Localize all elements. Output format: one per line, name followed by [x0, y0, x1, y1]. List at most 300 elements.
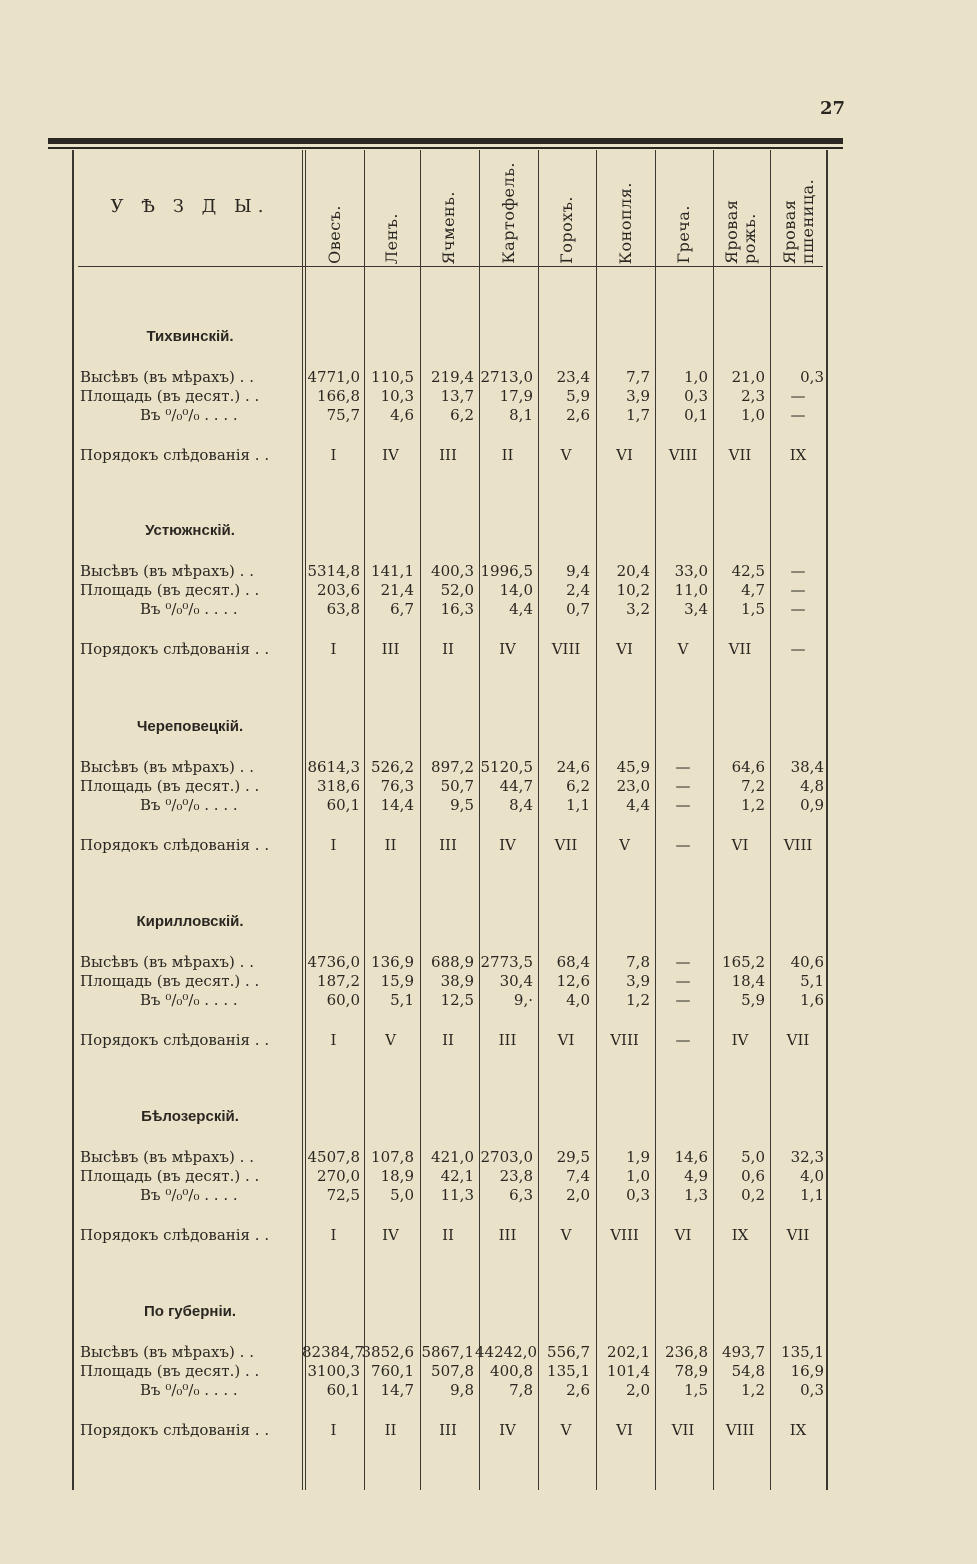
table-cell: 1,2	[741, 796, 765, 814]
table-cell: II	[442, 1226, 454, 1244]
table-cell: —	[790, 640, 806, 658]
table-cell: 3852,6	[361, 1343, 414, 1361]
table-cell: 1,1	[566, 796, 590, 814]
table-cell: 17,9	[499, 387, 533, 405]
table-cell: VIII	[610, 1226, 639, 1244]
table-cell: 135,1	[781, 1343, 824, 1361]
table-cell: IV	[731, 1031, 749, 1049]
row-label: Порядокъ слѣдованія . .	[80, 1031, 270, 1049]
table-cell: 63,8	[326, 600, 360, 618]
table-cell: —	[790, 387, 806, 405]
row-label: Площадь (въ десят.) . .	[80, 1167, 260, 1185]
table-cell: IV	[499, 1421, 516, 1439]
table-cell: 5,1	[390, 991, 414, 1009]
table-cell: 421,0	[431, 1148, 474, 1166]
table-cell: 203,6	[317, 581, 360, 599]
column-header	[421, 152, 477, 264]
table-cell: 12,5	[440, 991, 474, 1009]
table-row	[0, 953, 977, 971]
table-header-uezdy: У Ѣ З Д Ы.	[110, 196, 270, 217]
table-cell: 1996,5	[480, 562, 533, 580]
table-cell: 8,1	[509, 406, 533, 424]
row-label: Въ ⁰/₀⁰/₀ . . . .	[140, 796, 238, 814]
column-rule	[72, 150, 74, 1490]
table-cell: 897,2	[431, 758, 474, 776]
column-rule	[364, 150, 365, 1490]
table-cell: 42,1	[440, 1167, 474, 1185]
table-cell: 1,7	[626, 406, 650, 424]
table-cell: I	[330, 1031, 337, 1049]
table-cell: 135,1	[547, 1362, 590, 1380]
table-cell: 13,7	[440, 387, 474, 405]
row-label: Порядокъ слѣдованія . .	[80, 640, 270, 658]
table-cell: 110,5	[371, 368, 414, 386]
column-header-label: Овесъ.	[324, 205, 344, 264]
table-row	[0, 991, 977, 1009]
table-cell: I	[330, 1421, 337, 1439]
table-cell: 507,8	[431, 1362, 474, 1380]
table-cell: 202,1	[607, 1343, 650, 1361]
table-cell: III	[439, 446, 457, 464]
column-header	[366, 152, 417, 264]
table-cell: 42,5	[731, 562, 765, 580]
row-label: Площадь (въ десят.) . .	[80, 581, 260, 599]
table-cell: I	[330, 446, 337, 464]
table-cell: 14,6	[674, 1148, 708, 1166]
table-cell: VII	[728, 446, 752, 464]
row-label: Въ ⁰/₀⁰/₀ . . . .	[140, 1381, 238, 1399]
column-header	[541, 152, 593, 264]
table-cell: 3,9	[626, 387, 650, 405]
table-cell: 7,2	[741, 777, 765, 795]
table-cell: 141,1	[371, 562, 414, 580]
table-row	[0, 796, 977, 814]
table-cell: I	[330, 836, 337, 854]
page-number: 27	[819, 98, 845, 119]
table-cell: IV	[382, 1226, 399, 1244]
table-cell: 78,9	[674, 1362, 708, 1380]
row-label: Въ ⁰/₀⁰/₀ . . . .	[140, 991, 238, 1009]
table-row	[0, 600, 977, 618]
column-header-label: Яровая рожь.	[722, 199, 759, 264]
table-cell: 82384,7	[302, 1343, 365, 1361]
table-cell: 7,4	[566, 1167, 590, 1185]
column-rule	[479, 150, 480, 1490]
table-cell: VI	[674, 1226, 692, 1244]
column-header-label: Ленъ.	[381, 212, 401, 264]
table-row	[0, 406, 977, 424]
table-cell: 318,6	[317, 777, 360, 795]
table-cell: 219,4	[431, 368, 474, 386]
table-cell: IV	[499, 640, 516, 658]
table-row	[0, 758, 977, 776]
table-cell: 1,6	[800, 991, 824, 1009]
table-cell: 23,0	[616, 777, 650, 795]
table-cell: 107,8	[371, 1148, 414, 1166]
table-cell: 4,0	[566, 991, 590, 1009]
table-cell: 30,4	[499, 972, 533, 990]
table-cell: 1,0	[684, 368, 708, 386]
table-cell: IV	[382, 446, 399, 464]
table-cell: —	[675, 953, 691, 971]
section-title: Кирилловскій.	[136, 913, 244, 930]
table-cell: 165,2	[722, 953, 765, 971]
table-cell: 54,8	[731, 1362, 765, 1380]
table-cell: 0,3	[626, 1186, 650, 1204]
table-cell: 5,9	[566, 387, 590, 405]
table-cell: VII	[728, 640, 752, 658]
table-cell: 0,3	[684, 387, 708, 405]
table-row	[0, 1381, 977, 1399]
table-cell: 1,0	[626, 1167, 650, 1185]
table-row	[0, 1167, 977, 1185]
table-cell: 11,3	[440, 1186, 474, 1204]
table-cell: 0,9	[800, 796, 824, 814]
table-cell: —	[790, 600, 806, 618]
table-cell: 29,5	[556, 1148, 590, 1166]
table-cell: I	[330, 1226, 337, 1244]
table-cell: 4,4	[626, 796, 650, 814]
row-label: Порядокъ слѣдованія . .	[80, 446, 270, 464]
table-cell: VII	[671, 1421, 695, 1439]
table-cell: 64,6	[731, 758, 765, 776]
table-cell: —	[790, 562, 806, 580]
table-cell: 6,3	[509, 1186, 533, 1204]
table-cell: 493,7	[722, 1343, 765, 1361]
table-cell: 68,4	[556, 953, 590, 971]
table-cell: 2,6	[566, 1381, 590, 1399]
row-label: Высѣвъ (въ мѣрахъ) . .	[80, 562, 254, 580]
column-header-label: Конопля.	[615, 181, 635, 264]
table-cell: 3,4	[684, 600, 708, 618]
table-row	[0, 1226, 977, 1244]
table-cell: 5867,1	[421, 1343, 474, 1361]
table-cell: 14,7	[380, 1381, 414, 1399]
table-row	[0, 836, 977, 854]
table-cell: 38,9	[440, 972, 474, 990]
table-cell: VIII	[725, 1421, 755, 1439]
table-cell: —	[675, 777, 691, 795]
table-row	[0, 972, 977, 990]
row-label: Порядокъ слѣдованія . .	[80, 1421, 270, 1439]
table-cell: 15,9	[380, 972, 414, 990]
table-row	[0, 581, 977, 599]
table-cell: 10,2	[616, 581, 650, 599]
table-cell: III	[498, 1226, 517, 1244]
table-cell: 2,4	[566, 581, 590, 599]
table-row	[0, 387, 977, 405]
table-cell: 1,0	[741, 406, 765, 424]
table-cell: 166,8	[317, 387, 360, 405]
column-header-label: Ячмень.	[439, 190, 458, 264]
table-cell: VII	[786, 1226, 810, 1244]
column-rule	[538, 150, 539, 1490]
table-cell: 2,3	[741, 387, 765, 405]
row-label: Въ ⁰/₀⁰/₀ . . . .	[140, 600, 238, 618]
table-cell: V	[385, 1031, 396, 1049]
table-cell: 6,2	[450, 406, 474, 424]
table-cell: 8614,3	[307, 758, 360, 776]
table-cell: IX	[789, 1421, 807, 1439]
table-cell: 688,9	[431, 953, 474, 971]
table-cell: 101,4	[607, 1362, 650, 1380]
table-cell: 4507,8	[307, 1148, 360, 1166]
table-cell: 16,9	[790, 1362, 824, 1380]
table-cell: 3100,3	[307, 1362, 360, 1380]
row-label: Высѣвъ (въ мѣрахъ) . .	[80, 1148, 254, 1166]
table-row	[0, 1031, 977, 1049]
table-cell: 187,2	[317, 972, 360, 990]
table-cell: —	[675, 758, 691, 776]
row-label: Площадь (въ десят.) . .	[80, 1362, 260, 1380]
table-cell: 1,5	[684, 1381, 708, 1399]
table-cell: 4736,0	[307, 953, 360, 971]
row-label: Порядокъ слѣдованія . .	[80, 836, 270, 854]
row-label: Въ ⁰/₀⁰/₀ . . . .	[140, 406, 238, 424]
table-row	[0, 1421, 977, 1439]
column-rule	[655, 150, 656, 1490]
column-header	[771, 152, 827, 264]
table-cell: 9,8	[450, 1381, 474, 1399]
table-row	[0, 1186, 977, 1204]
table-cell: 4,6	[390, 406, 414, 424]
column-rule	[302, 150, 303, 1490]
table-row	[0, 368, 977, 386]
table-cell: V	[677, 640, 689, 658]
table-cell: 9,4	[566, 562, 590, 580]
column-rule	[305, 150, 306, 1490]
table-row	[0, 1362, 977, 1380]
table-cell: —	[675, 836, 691, 854]
row-label: Въ ⁰/₀⁰/₀ . . . .	[140, 1186, 238, 1204]
table-cell: 18,9	[380, 1167, 414, 1185]
table-cell: 0,1	[684, 406, 708, 424]
table-cell: 76,3	[380, 777, 414, 795]
section-title: Тихвинскій.	[146, 328, 234, 345]
column-header	[714, 152, 768, 264]
table-cell: 0,3	[800, 368, 824, 386]
column-header-label: Яровая пшеница.	[780, 178, 817, 264]
table-cell: 9,·	[513, 991, 533, 1009]
table-cell: 0,7	[566, 600, 590, 618]
table-cell: VII	[554, 836, 578, 854]
table-cell: 2773,5	[480, 953, 533, 971]
table-cell: —	[675, 991, 691, 1009]
table-cell: VII	[786, 1031, 810, 1049]
table-cell: 20,4	[616, 562, 650, 580]
table-cell: 10,3	[380, 387, 414, 405]
table-cell: 18,4	[731, 972, 765, 990]
column-rule	[420, 150, 421, 1490]
table-cell: IX	[789, 446, 807, 464]
table-row	[0, 1148, 977, 1166]
table-row	[0, 640, 977, 658]
table-cell: 2,6	[566, 406, 590, 424]
table-cell: III	[439, 836, 457, 854]
table-cell: 4,7	[741, 581, 765, 599]
table-cell: 7,8	[626, 953, 650, 971]
row-label: Высѣвъ (въ мѣрахъ) . .	[80, 368, 254, 386]
table-cell: 3,2	[626, 600, 650, 618]
table-cell: 5120,5	[480, 758, 533, 776]
column-rule	[596, 150, 597, 1490]
top-rule-thin	[48, 147, 843, 149]
table-cell: II	[384, 836, 397, 854]
table-cell: 5,0	[741, 1148, 765, 1166]
table-cell: 400,3	[431, 562, 474, 580]
table-cell: 44242,0	[475, 1343, 538, 1361]
table-cell: 33,0	[674, 562, 708, 580]
section-title: Череповецкій.	[136, 718, 244, 735]
table-cell: —	[790, 406, 806, 424]
row-label: Высѣвъ (въ мѣрахъ) . .	[80, 758, 254, 776]
table-cell: 23,8	[499, 1167, 533, 1185]
table-cell: 24,6	[556, 758, 590, 776]
row-label: Порядокъ слѣдованія . .	[80, 1226, 270, 1244]
table-cell: VIII	[610, 1031, 639, 1049]
table-cell: 9,5	[450, 796, 474, 814]
table-cell: 11,0	[674, 581, 708, 599]
table-cell: 60,0	[326, 991, 360, 1009]
table-cell: 14,4	[380, 796, 414, 814]
table-cell: 3,9	[626, 972, 650, 990]
row-label: Высѣвъ (въ мѣрахъ) . .	[80, 953, 254, 971]
table-cell: 236,8	[665, 1343, 708, 1361]
column-header	[598, 152, 653, 264]
row-label: Площадь (въ десят.) . .	[80, 387, 260, 405]
table-cell: 526,2	[371, 758, 414, 776]
table-cell: 72,5	[326, 1186, 360, 1204]
table-cell: 12,6	[556, 972, 590, 990]
table-cell: —	[790, 581, 806, 599]
table-cell: 38,4	[790, 758, 824, 776]
table-cell: 60,1	[326, 796, 360, 814]
table-row	[0, 446, 977, 464]
table-cell: VI	[557, 1031, 575, 1049]
table-cell: V	[560, 1226, 572, 1244]
table-cell: II	[501, 446, 514, 464]
table-cell: 1,2	[626, 991, 650, 1009]
table-row	[0, 562, 977, 580]
section-title: По губерніи.	[143, 1303, 237, 1320]
table-cell: 1,9	[626, 1148, 650, 1166]
table-cell: 16,3	[440, 600, 474, 618]
table-cell: V	[560, 1421, 572, 1439]
table-cell: 4,0	[800, 1167, 824, 1185]
table-cell: III	[498, 1031, 517, 1049]
table-cell: VIII	[551, 640, 581, 658]
table-cell: 0,6	[741, 1167, 765, 1185]
column-header	[657, 152, 711, 264]
section-title: Бѣлозерскій.	[141, 1108, 239, 1125]
table-cell: 45,9	[616, 758, 650, 776]
table-cell: 5,1	[800, 972, 824, 990]
table-cell: III	[381, 640, 400, 658]
table-cell: 7,8	[509, 1381, 533, 1399]
table-cell: VIII	[783, 836, 813, 854]
table-cell: —	[675, 796, 691, 814]
table-cell: 0,2	[741, 1186, 765, 1204]
table-cell: 1,5	[741, 600, 765, 618]
table-cell: 270,0	[317, 1167, 360, 1185]
column-rule	[713, 150, 714, 1490]
table-cell: 23,4	[556, 368, 590, 386]
table-cell: II	[442, 640, 454, 658]
column-rule	[826, 150, 828, 1490]
table-cell: 52,0	[440, 581, 474, 599]
table-cell: VI	[731, 836, 749, 854]
table-cell: 2703,0	[480, 1148, 533, 1166]
column-header	[481, 152, 536, 264]
row-label: Площадь (въ десят.) . .	[80, 777, 260, 795]
table-row	[0, 777, 977, 795]
table-cell: 8,4	[509, 796, 533, 814]
table-cell: 32,3	[790, 1148, 824, 1166]
table-cell: 2713,0	[480, 368, 533, 386]
table-cell: 760,1	[371, 1362, 414, 1380]
table-cell: 5,9	[741, 991, 765, 1009]
table-cell: 21,4	[380, 581, 414, 599]
row-label: Высѣвъ (въ мѣрахъ) . .	[80, 1343, 254, 1361]
table-cell: 44,7	[499, 777, 533, 795]
table-cell: VI	[616, 1421, 633, 1439]
table-cell: 556,7	[547, 1343, 590, 1361]
table-cell: 2,0	[566, 1186, 590, 1204]
header-underline	[78, 266, 823, 267]
table-cell: 1,2	[741, 1381, 765, 1399]
table-cell: 60,1	[326, 1381, 360, 1399]
table-cell: VI	[616, 446, 633, 464]
table-cell: 4,9	[684, 1167, 708, 1185]
table-cell: VIII	[668, 446, 698, 464]
column-header-label: Горохъ.	[557, 196, 576, 264]
table-cell: 1,3	[684, 1186, 708, 1204]
table-cell: 4,8	[800, 777, 824, 795]
table-cell: 0,3	[800, 1381, 824, 1399]
table-cell: 4771,0	[307, 368, 360, 386]
table-cell: V	[560, 446, 572, 464]
section-title: Устюжнскій.	[145, 522, 235, 539]
table-cell: II	[442, 1031, 454, 1049]
table-cell: —	[675, 1031, 691, 1049]
column-header	[306, 152, 363, 264]
table-cell: III	[439, 1421, 457, 1439]
table-cell: 400,8	[490, 1362, 533, 1380]
column-header-label: Греча.	[674, 205, 693, 264]
column-rule	[770, 150, 771, 1490]
table-cell: 7,7	[626, 368, 650, 386]
table-cell: 5,0	[390, 1186, 414, 1204]
table-cell: 6,7	[390, 600, 414, 618]
table-cell: 4,4	[509, 600, 533, 618]
table-cell: 40,6	[790, 953, 824, 971]
table-cell: 14,0	[499, 581, 533, 599]
table-cell: 136,9	[371, 953, 414, 971]
table-cell: 50,7	[440, 777, 474, 795]
table-cell: V	[619, 836, 630, 854]
table-cell: VI	[616, 640, 633, 658]
table-cell: 21,0	[731, 368, 765, 386]
table-cell: 2,0	[626, 1381, 650, 1399]
table-cell: 75,7	[326, 406, 360, 424]
row-label: Площадь (въ десят.) . .	[80, 972, 260, 990]
table-cell: 5314,8	[307, 562, 360, 580]
column-header-label: Картофель.	[498, 162, 518, 264]
table-cell: 1,1	[800, 1186, 824, 1204]
table-cell: I	[330, 640, 337, 658]
table-row	[0, 1343, 977, 1361]
table-cell: —	[675, 972, 691, 990]
